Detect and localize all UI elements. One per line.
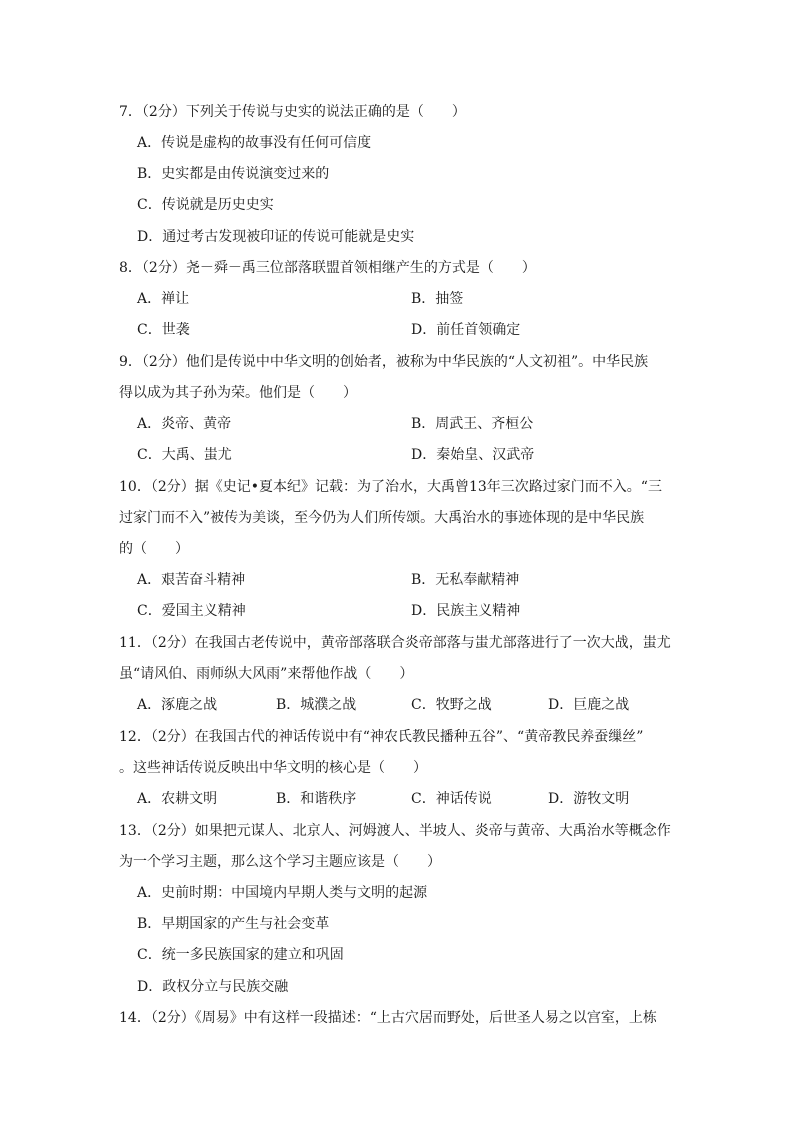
question-7-option-d: D．通过考古发现被印证的传说可能就是史实 <box>137 229 415 245</box>
question-7-option-a: A．传说是虚构的故事没有任何可信度 <box>137 135 372 151</box>
question-12-stem-line-2: 。这些神话传说反映出中华文明的核心是（ ） <box>119 760 427 776</box>
question-11-option-a: A．涿鹿之战 <box>137 697 218 713</box>
question-12-option-d: D．游牧文明 <box>548 791 630 807</box>
question-12-option-b: B．和谐秩序 <box>276 791 357 807</box>
question-9-stem-line-1: 9．（2分）他们是传说中中华文明的创始者，被称为中华民族的“人文初祖”。中华民族 <box>119 354 649 370</box>
question-13-stem-line-1: 13．（2分）如果把元谋人、北京人、河姆渡人、半坡人、炎帝与黄帝、大禹治水等概念作 <box>119 823 671 839</box>
question-14-stem-line-1: 14．（2分）《周易》中有这样一段描述：“上古穴居而野处，后世圣人易之以宫室，上栋 <box>119 1010 657 1026</box>
question-13-option-a: A．史前时期：中国境内早期人类与文明的起源 <box>137 885 428 901</box>
question-10-option-c: C．爱国主义精神 <box>137 603 246 619</box>
question-11-option-c: C．牧野之战 <box>411 697 492 713</box>
question-7-option-c: C．传说就是历史史实 <box>137 197 274 213</box>
question-9-option-b: B．周武王、齐桓公 <box>411 416 534 432</box>
question-10-option-d: D．民族主义精神 <box>411 603 521 619</box>
question-9-stem-line-2: 得以成为其子孙为荣。他们是（ ） <box>119 385 357 401</box>
question-10-stem-line-3: 的（ ） <box>119 541 189 557</box>
question-8-stem: 8．（2分）尧－舜－禹三位部落联盟首领相继产生的方式是（ ） <box>119 260 536 276</box>
question-9-option-d: D．秦始皇、汉武帝 <box>411 447 535 463</box>
question-7-stem: 7．（2分）下列关于传说与史实的说法正确的是（ ） <box>119 104 466 120</box>
question-8-option-b: B．抽签 <box>411 291 464 307</box>
question-10-stem-line-1: 10．（2分）据《史记•夏本纪》记载：为了治水，大禹曾13年三次路过家门而不入。“三 <box>119 479 662 495</box>
question-13-option-d: D．政权分立与民族交融 <box>137 979 289 995</box>
question-12-option-a: A．农耕文明 <box>137 791 218 807</box>
question-8-option-c: C．世袭 <box>137 322 190 338</box>
question-10-option-a: A．艰苦奋斗精神 <box>137 572 246 588</box>
question-11-option-d: D．巨鹿之战 <box>548 697 630 713</box>
question-12-option-c: C．神话传说 <box>411 791 492 807</box>
question-10-option-b: B．无私奉献精神 <box>411 572 520 588</box>
question-9-option-c: C．大禹、蚩尤 <box>137 447 232 463</box>
question-10-stem-line-2: 过家门而不入”被传为美谈，至今仍为人们所传颂。大禹治水的事迹体现的是中华民族 <box>119 510 645 526</box>
question-11-option-b: B．城濮之战 <box>276 697 357 713</box>
question-9-option-a: A．炎帝、黄帝 <box>137 416 232 432</box>
question-13-stem-line-2: 为一个学习主题，那么这个学习主题应该是（ ） <box>119 854 441 870</box>
question-12-stem-line-1: 12．（2分）在我国古代的神话传说中有“神农氏教民播种五谷”、“黄帝教民养蚕缫丝” <box>119 729 644 745</box>
question-8-option-a: A．禅让 <box>137 291 190 307</box>
question-11-stem-line-1: 11．（2分）在我国古老传说中，黄帝部落联合炎帝部落与蚩尤部落进行了一次大战，蚩尤 <box>119 635 671 651</box>
question-8-option-d: D．前任首领确定 <box>411 322 521 338</box>
question-13-option-b: B．早期国家的产生与社会变革 <box>137 916 330 932</box>
question-11-stem-line-2: 虽“请风伯、雨师纵大风雨”来帮他作战（ ） <box>119 666 414 682</box>
question-13-option-c: C．统一多民族国家的建立和巩固 <box>137 947 344 963</box>
question-7-option-b: B．史实都是由传说演变过来的 <box>137 166 330 182</box>
